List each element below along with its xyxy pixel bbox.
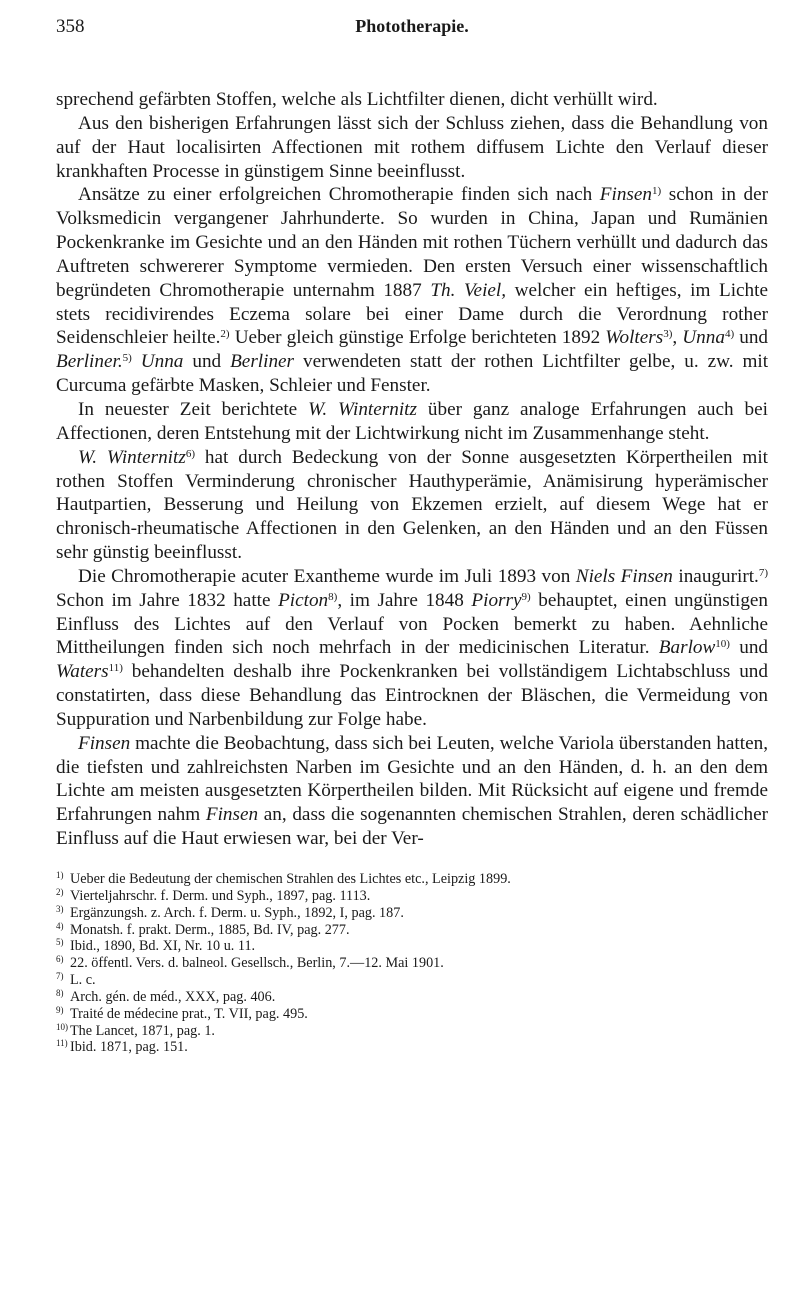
footnote-ref: 1) — [652, 185, 662, 198]
paragraph-1: sprechend gefärbten Stoffen, welche als Lichtfilter dienen, dicht verhüllt wird. — [56, 89, 658, 110]
footnote-ref: 3) — [663, 328, 673, 341]
running-head — [56, 16, 768, 52]
author-name: Unna — [140, 351, 184, 373]
author-name: Barlow — [658, 637, 716, 659]
author-name: W. Winternitz — [308, 398, 417, 420]
footnote-ref: 8) — [328, 590, 338, 603]
author-name: W. Winternitz — [78, 446, 186, 468]
author-name: Waters — [56, 661, 109, 683]
footnote-ref: 10) — [715, 638, 730, 651]
author-name: Piorry — [471, 589, 522, 611]
footnote: $^{2)}$ Vierteljahrschr. f. Derm. und Syph., 1897, pag. 1113. — [56, 886, 371, 904]
footnote-ref: 2) — [220, 328, 230, 341]
book-page — [56, 16, 768, 1056]
footnote: $^{10)}$ The Lancet, 1871, pag. 1. — [56, 1021, 215, 1039]
paragraph-7: Finsen machte die Beobachtung, dass sich bei Leuten, welche Variola überstanden hatten, die tiefsten und zahlreichsten Narben im Gesichte und an den Händen, d. h. an den dem Lichte am meisten ausgesetzten Körpertheilen bilden. Mit Rücksicht auf eigene und fremde Erfahrungen nahm Finsen an, dass die sogenannten chemischen Strahlen, deren schädlicher Einfluss auf die Haut erwiesen war, bei der Ver- — [56, 732, 769, 850]
footnote: $^{3)}$ Ergänzungsh. z. Arch. f. Derm. u. Syph., 1892, I, pag. 187. — [56, 903, 404, 921]
footnote: $^{7)}$ L. c. — [56, 971, 96, 989]
author-name: Finsen — [78, 732, 131, 754]
footnote: $^{8)}$ Arch. gén. de méd., XXX, pag. 406. — [56, 987, 276, 1005]
paragraph-2: Aus den bisherigen Erfahrungen lässt sich der Schluss ziehen, dass die Behandlung von auf der Haut localisirten Affectionen mit rothem diffusem Lichte den Verlauf dieser krankhaften Processe in günstigem Sinne beeinflusst. — [56, 112, 768, 182]
author-name: Th. Veiel, — [430, 279, 507, 301]
author-name: Wolters — [605, 327, 664, 349]
paragraph-3: Ansätze zu einer erfolgreichen Chromotherapie finden sich nach Finsen$^{1)}$ schon in der Volksmedicin vergangener Jahrhunderte. So wurden in China, Japan und Rumänien Pockenkranke im Gesichte und an den Händen mit rothen Tüchern verhüllt und dadurch das Auftreten schwererer Symptome vermieden. Den ersten Versuch einer wissenschaftlich begründeten Chromotherapie unternahm 1887 Th. Veiel, welcher ein heftiges, im Lichte stets recidivirendes Eczema solare bei einer Dame durch die Verordnung rother Seidenschleier heilte.$^{2)}$ Ueber gleich günstige Erfolge berichteten 1892 Wolters$^{3)}$, Unna$^{4)}$ und Berliner.$^{5)}$ Unna und Berliner verwendeten statt der rothen Lichtfilter gelbe, u. zw. mit Curcuma gefärbte Masken, Schleier und Fenster. — [56, 184, 769, 397]
footnote: $^{9)}$ Traité de médecine prat., T. VII, pag. 495. — [56, 1004, 308, 1022]
footnote: $^{6)}$ 22. öffentl. Vers. d. balneol. Gesellsch., Berlin, 7.—12. Mai 1901. — [56, 954, 444, 972]
footnote-ref: 6) — [185, 447, 195, 460]
page-header-title: Phototherapie. — [355, 16, 469, 36]
footnote-ref: 7) — [758, 566, 769, 579]
page-number: 358 — [56, 16, 85, 37]
footnote: $^{11)}$ Ibid. 1871, pag. 151. — [56, 1038, 188, 1056]
author-name: Unna — [682, 327, 725, 349]
author-name: Berliner. — [56, 351, 123, 373]
footnote: $^{1)}$ Ueber die Bedeutung der chemischen Strahlen des Lichtes etc., Leipzig 1899. — [56, 870, 511, 887]
author-name: Picton — [278, 589, 329, 611]
footnotes — [56, 871, 768, 1056]
author-name: Finsen — [205, 804, 259, 826]
paragraph-5: W. Winternitz$^{6)}$ hat durch Bedeckung von der Sonne ausgesetzten Körpertheilen mit rothen Stoffen Verminderung chronischer Hauthyperämie, Anämisirung hyperämischer Hautpartien, Besserung und Heilung von Ekzemen erzielt, auf diesem Wege hat er chronisch-rheumatische Affectionen in den Gelenken, an den Händen und an den Füssen sehr günstig beeinflusst. — [56, 446, 769, 564]
author-name: Finsen — [599, 184, 652, 206]
footnote-ref: 9) — [521, 590, 531, 603]
body-text — [56, 88, 768, 851]
paragraph-4: In neuester Zeit berichtete W. Winternitz über ganz analoge Erfahrungen auch bei Affectionen, deren Entstehung mit der Lichtwirkung nicht im Zusammenhange steht. — [56, 398, 768, 444]
footnote: $^{4)}$ Monatsh. f. prakt. Derm., 1885, Bd. IV, pag. 277. — [56, 920, 350, 938]
footnote-ref: 4) — [724, 328, 735, 341]
author-name: Berliner — [230, 351, 295, 373]
footnote: $^{5)}$ Ibid., 1890, Bd. XI, Nr. 10 u. 11. — [56, 937, 256, 955]
paragraph-6: Die Chromotherapie acuter Exantheme wurde im Juli 1893 von Niels Finsen inaugurirt.$^{7)}$ Schon im Jahre 1832 hatte Picton$^{8)}$, im Jahre 1848 Piorry$^{9)}$ behauptet, einen ungünstigen Einfluss des Lichtes auf den Verlauf von Pocken bemerkt zu haben. Aehnliche Mittheilungen finden sich noch mehrfach in der medicinischen Literatur. Barlow$^{10)}$ und Waters$^{11)}$ behandelten deshalb ihre Pockenkranken bei vollständigem Lichtabschluss und constatirten, dass diese Behandlung das Eintrocknen der Bläschen, die Vermeidung von Suppuration und Narbenbildung zur Folge habe. — [56, 565, 769, 730]
footnote-ref: 11) — [108, 662, 123, 675]
author-name: Niels Finsen — [575, 565, 673, 587]
footnote-ref: 5) — [122, 352, 132, 365]
